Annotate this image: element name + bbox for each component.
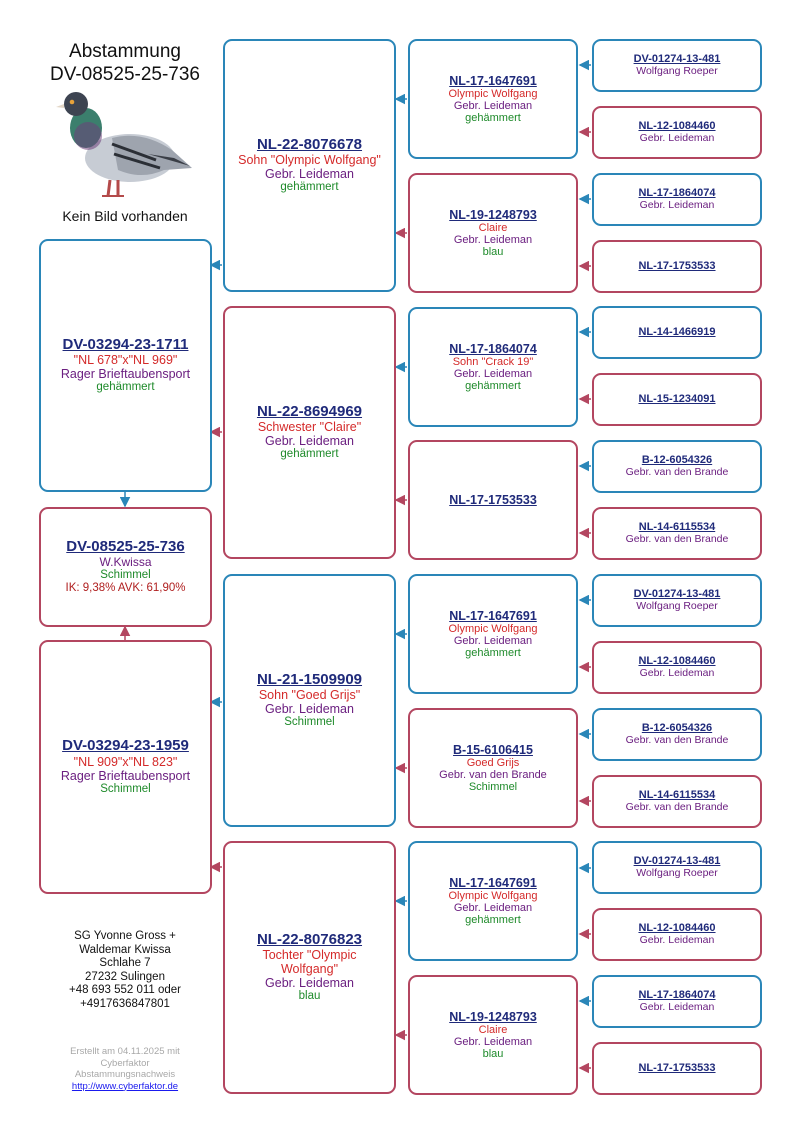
gen3-card[interactable] [408, 440, 578, 560]
gen4-card[interactable] [592, 574, 762, 627]
gen4-card[interactable] [592, 507, 762, 560]
mother-desc: "NL 909"x"NL 823" [73, 754, 178, 769]
breeder-address [40, 930, 210, 1011]
title-ring: DV-08525-25-736 [50, 64, 200, 85]
gen3-owner: Gebr. Leideman [453, 99, 533, 112]
subject-inbreeding: IK: 9,38% AVK: 61,90% [65, 582, 186, 595]
grandsire-paternal-card[interactable] [223, 39, 396, 292]
gen2-owner: Gebr. Leideman [265, 167, 354, 182]
no-image-caption: Kein Bild vorhanden [62, 208, 188, 224]
gen2-ring[interactable]: NL-22-8076823 [256, 930, 363, 948]
gen2-owner: Gebr. Leideman [265, 976, 354, 991]
gen2-owner: Gebr. Leideman [265, 434, 354, 449]
gen2-color: Schimmel [284, 716, 335, 729]
granddam-paternal-card[interactable] [223, 306, 396, 559]
gen4-card[interactable] [592, 908, 762, 961]
gen4-card[interactable] [592, 39, 762, 92]
gen3-card[interactable] [408, 574, 578, 694]
mother-owner: Rager Brieftaubensport [60, 768, 191, 783]
gen4-owner: Wolfgang Roeper [636, 866, 718, 879]
gen3-color: gehämmert [465, 647, 521, 660]
subject-color: Schimmel [100, 569, 151, 582]
gen4-owner: Gebr. van den Brande [625, 532, 729, 545]
gen4-card[interactable] [592, 841, 762, 894]
footer-credit [40, 1046, 210, 1092]
gen4-owner: Gebr. van den Brande [625, 465, 729, 478]
gen4-ring[interactable]: DV-01274-13-481 [633, 53, 721, 66]
gen3-color: Schimmel [468, 781, 518, 794]
gen3-desc: Olympic Wolfgang [448, 87, 538, 100]
gen3-ring[interactable]: NL-17-1647691 [449, 608, 537, 623]
gen3-color: gehämmert [465, 112, 521, 125]
gen4-owner: Gebr. Leideman [639, 131, 715, 144]
gen2-owner: Gebr. Leideman [265, 702, 354, 717]
gen2-ring[interactable]: NL-22-8694969 [256, 402, 363, 420]
gen4-owner: Gebr. Leideman [639, 933, 715, 946]
father-color: gehämmert [96, 381, 155, 394]
gen4-card[interactable] [592, 440, 762, 493]
gen2-ring[interactable]: NL-22-8076678 [256, 135, 363, 153]
gen4-owner: Gebr. Leideman [639, 1000, 715, 1013]
mother-color: Schimmel [100, 782, 151, 795]
subject-ring[interactable]: DV-08525-25-736 [66, 538, 185, 555]
gen2-desc: Sohn "Goed Grijs" [258, 688, 361, 703]
gen3-owner: Gebr. Leideman [453, 634, 533, 647]
gen4-card[interactable] [592, 106, 762, 159]
gen3-color: blau [482, 246, 504, 259]
gen3-ring[interactable]: NL-17-1753533 [449, 493, 537, 507]
address-line: +4917636847801 [80, 997, 170, 1010]
gen4-card[interactable] [592, 1042, 762, 1095]
granddam-maternal-card[interactable] [223, 841, 396, 1094]
gen4-ring[interactable]: B-12-6054326 [641, 722, 713, 735]
subject-card[interactable] [39, 507, 212, 627]
grandsire-maternal-card[interactable] [223, 574, 396, 827]
gen4-card[interactable] [592, 775, 762, 828]
gen3-color: gehämmert [465, 914, 521, 927]
gen3-color: blau [482, 1048, 504, 1061]
address-line: +48 693 552 011 oder [68, 984, 181, 996]
gen3-card[interactable] [408, 975, 578, 1095]
father-ring[interactable]: DV-03294-23-1711 [62, 335, 189, 353]
gen3-owner: Gebr. Leideman [453, 233, 533, 246]
gen3-desc: Claire [478, 1023, 508, 1036]
gen3-color: gehämmert [465, 380, 521, 393]
gen3-desc: Olympic Wolfgang [448, 622, 538, 635]
gen4-ring[interactable]: NL-17-1864074 [638, 187, 716, 200]
gen3-desc: Claire [478, 221, 508, 234]
gen3-owner: Gebr. van den Brande [439, 768, 547, 781]
gen2-color: gehämmert [280, 448, 339, 461]
gen3-card[interactable] [408, 307, 578, 427]
gen3-desc: Goed Grijs [466, 756, 520, 769]
gen3-owner: Gebr. Leideman [453, 367, 533, 380]
gen2-ring[interactable]: NL-21-1509909 [256, 670, 363, 688]
gen4-owner: Wolfgang Roeper [636, 599, 718, 612]
gen4-ring[interactable]: NL-17-1753533 [638, 260, 716, 273]
mother-card[interactable] [39, 640, 212, 894]
gen4-ring[interactable]: NL-12-1084460 [638, 922, 716, 935]
gen4-owner: Wolfgang Roeper [636, 64, 718, 77]
address-line: Schlahe 7 [99, 957, 151, 969]
gen4-ring[interactable]: B-12-6054326 [641, 454, 713, 467]
gen4-ring[interactable]: DV-01274-13-481 [633, 855, 721, 868]
father-card[interactable] [39, 239, 212, 492]
gen4-card[interactable] [592, 173, 762, 226]
father-owner: Rager Brieftaubensport [60, 367, 191, 382]
address-line: 27232 Sulingen [85, 970, 165, 983]
gen2-color: blau [298, 990, 321, 1003]
gen3-desc: Sohn "Crack 19" [452, 355, 534, 368]
gen4-ring[interactable]: NL-12-1084460 [638, 120, 716, 133]
gen4-owner: Gebr. Leideman [639, 198, 715, 211]
gen3-card[interactable] [408, 708, 578, 828]
gen3-ring[interactable]: NL-19-1248793 [449, 1009, 537, 1024]
cyberfaktor-link[interactable]: http://www.cyberfaktor.de [71, 1080, 179, 1092]
gen3-ring[interactable]: NL-19-1248793 [449, 207, 537, 222]
pedigree-title [30, 40, 220, 86]
gen2-desc-cont: Wolfgang" [280, 962, 339, 977]
footer-line: Cyberfaktor [100, 1057, 150, 1069]
gen4-ring[interactable]: NL-12-1084460 [638, 655, 716, 668]
mother-ring[interactable]: DV-03294-23-1959 [62, 737, 189, 755]
gen4-ring[interactable]: NL-14-6115534 [638, 521, 716, 534]
gen3-ring[interactable]: NL-17-1647691 [449, 73, 537, 88]
address-line: Waldemar Kwissa [79, 943, 171, 956]
gen4-card[interactable] [592, 306, 762, 359]
gen4-ring[interactable]: NL-14-1466919 [638, 326, 716, 339]
gen3-owner: Gebr. Leideman [453, 1035, 533, 1048]
gen3-ring[interactable]: NL-17-1864074 [449, 341, 537, 356]
gen2-desc: Tochter "Olympic [262, 948, 357, 963]
gen4-card[interactable] [592, 708, 762, 761]
gen4-card[interactable] [592, 975, 762, 1028]
footer-line: Erstellt am 04.11.2025 mit [70, 1046, 180, 1057]
gen4-ring[interactable]: NL-14-6115534 [638, 789, 716, 802]
gen3-card[interactable] [408, 173, 578, 293]
gen4-card[interactable] [592, 240, 762, 293]
gen3-desc: Olympic Wolfgang [448, 889, 538, 902]
title-text: Abstammung [69, 41, 181, 62]
gen3-card[interactable] [408, 841, 578, 961]
gen4-owner: Gebr. van den Brande [625, 733, 729, 746]
gen2-color: gehämmert [280, 181, 339, 194]
gen4-ring[interactable]: DV-01274-13-481 [633, 588, 721, 601]
gen4-card[interactable] [592, 373, 762, 426]
gen4-ring[interactable]: NL-15-1234091 [638, 393, 716, 406]
gen4-owner: Gebr. Leideman [639, 666, 715, 679]
gen3-ring[interactable]: B-15-6106415 [453, 742, 533, 757]
address-line: SG Yvonne Gross + [74, 930, 176, 942]
gen4-card[interactable] [592, 641, 762, 694]
gen3-owner: Gebr. Leideman [453, 901, 533, 914]
gen4-owner: Gebr. van den Brande [625, 800, 729, 813]
gen4-ring[interactable]: NL-17-1864074 [638, 989, 716, 1002]
gen2-desc: Sohn "Olympic Wolfgang" [238, 153, 381, 168]
pigeon-placeholder-icon [52, 88, 197, 206]
gen3-ring[interactable]: NL-17-1647691 [449, 875, 537, 890]
footer-line: Abstammungsnachweis [74, 1069, 176, 1080]
father-desc: "NL 678"x"NL 969" [73, 353, 178, 368]
gen2-desc: Schwester "Claire" [257, 420, 362, 435]
subject-owner: W.Kwissa [99, 554, 152, 569]
gen3-card[interactable] [408, 39, 578, 159]
gen4-ring[interactable]: NL-17-1753533 [638, 1062, 716, 1075]
